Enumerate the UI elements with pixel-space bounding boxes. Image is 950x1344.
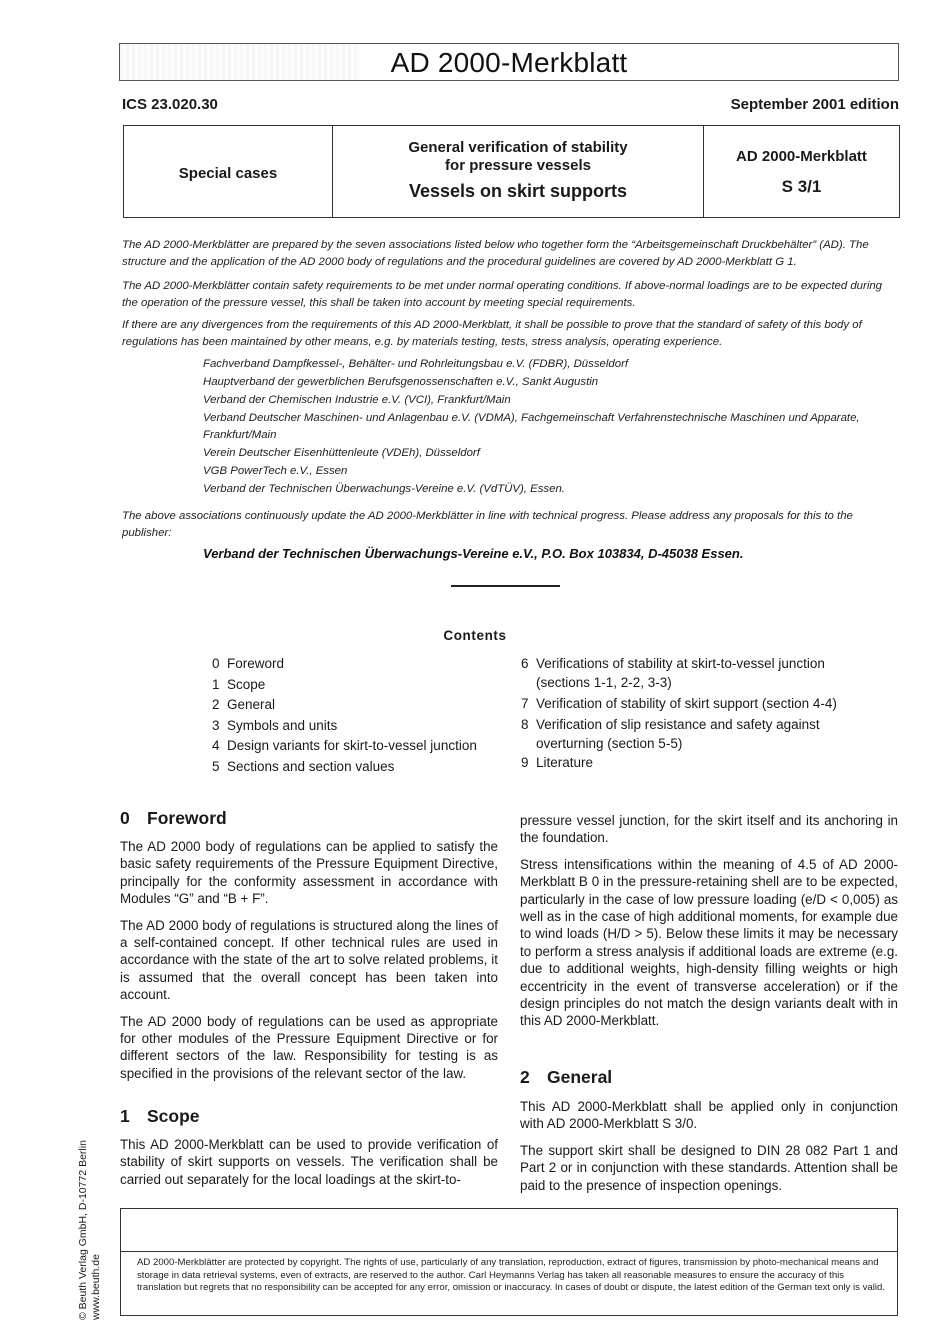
- association-item: Verband der Technischen Überwachungs-Vereine e.V. (VdTÜV), Essen.: [203, 482, 565, 495]
- subject-title: Vessels on skirt supports: [408, 181, 628, 201]
- toc-item[interactable]: [212, 654, 512, 675]
- scope-paragraph: Stress intensifications within the meaning of 4.5 of AD 2000-Merkblatt B 0 in the pressure-retaining shell are to be expected, particularly in the case of low pressure loading (e/D < 0,005) as well as in the case of high additional moments, for example due to wind loads (H/D > 5). Below these limits it may be necessary to perform a stress analysis if additional loads are extreme (e.g. due to additional weights, high-density filling weights or high eccentricity in the event of transverse acceleration) or if the design principles do not match the design variants dealt with in this AD 2000-Merkblatt.: [520, 856, 898, 1029]
- doc-series: AD 2000-Merkblatt: [736, 148, 867, 165]
- subject-line-2: for pressure vessels: [445, 157, 591, 174]
- scope-paragraph: pressure vessel junction, for the skirt itself and its anchoring in the foundation.: [520, 813, 898, 846]
- section-title: General: [547, 1067, 613, 1087]
- toc-item[interactable]: [521, 715, 881, 753]
- publisher-credit: © Beuth Verlag GmbH, D-10772 Berlin: [77, 1140, 89, 1320]
- doc-number: S 3/1: [781, 177, 822, 196]
- ics-code: ICS 23.020.30: [122, 96, 218, 113]
- association-item: VGB PowerTech e.V., Essen: [203, 464, 348, 477]
- section-number: 1: [120, 1106, 130, 1126]
- intro-paragraph-2: The AD 2000-Merkblätter contain safety requirements to be met under normal operating conditions. If above-normal loadings are to be expected during the operation of the pressure vessel, this shall be taken into account by meeting special requirements.: [122, 280, 883, 309]
- toc-label: Design variants for skirt-to-vessel junction: [227, 738, 477, 753]
- doc-id-cell: [704, 126, 899, 217]
- toc-item[interactable]: [212, 716, 512, 737]
- toc-number: 7: [521, 696, 529, 711]
- toc-item[interactable]: [521, 654, 881, 692]
- foreword-paragraph: The AD 2000 body of regulations can be used as appropriate for other modules of the Pressure Equipment Directive or for different sectors of the law. Responsibility for testing is as specified in the provisions of the relevant sector of the law.: [120, 1013, 498, 1081]
- subject-cell: [333, 126, 704, 217]
- contents-list-left: [212, 654, 512, 777]
- toc-number: 2: [212, 697, 220, 712]
- edition-date: September 2001 edition: [730, 96, 899, 113]
- toc-item[interactable]: [212, 736, 512, 757]
- section-title: Foreword: [147, 808, 227, 828]
- intro-paragraph-3: If there are any divergences from the requirements of this AD 2000-Merkblatt, it shall be possible to prove that the standard of safety of this body of regulations has been maintained by other means, e.g. by materials testing, tests, stress analysis, operating experience.: [122, 319, 862, 348]
- toc-number: 3: [212, 717, 220, 733]
- general-body: [520, 1098, 898, 1203]
- publisher-website[interactable]: www.beuth.de: [90, 1254, 102, 1320]
- contents-list-right: [521, 654, 881, 773]
- toc-number: 6: [521, 656, 529, 671]
- association-item: Verband der Chemischen Industrie e.V. (VCI), Frankfurt/Main: [203, 394, 511, 406]
- contents-heading: Contents: [443, 628, 507, 643]
- toc-number: 4: [212, 738, 220, 753]
- title-banner: [119, 43, 899, 81]
- association-item: Verein Deutscher Eisenhüttenleute (VDEh), Düsseldorf: [203, 446, 480, 459]
- toc-item[interactable]: [521, 753, 881, 774]
- category-label: Special cases: [178, 164, 278, 182]
- scope-body: [120, 1136, 498, 1197]
- foreword-paragraph: The AD 2000 body of regulations can be applied to satisfy the basic safety requirements of the Pressure Equipment Directive, principally for the conformity assessment in accordance with Modules “G” and “B + F”.: [120, 839, 498, 907]
- info-table: [123, 125, 900, 218]
- side-credit: [77, 1070, 103, 1320]
- toc-label: Foreword: [227, 656, 285, 671]
- document-title: AD 2000-Merkblatt: [390, 47, 628, 78]
- toc-label: Scope: [227, 676, 266, 692]
- association-item: Hauptverband der gewerblichen Berufsgenossenschaften e.V., Sankt Augustin: [203, 376, 599, 388]
- toc-number: 5: [212, 758, 220, 774]
- toc-item[interactable]: [212, 675, 512, 696]
- foreword-paragraph: The AD 2000 body of regulations is structured along the lines of a self-contained concept. If other technical rules are used in accordance with the state of the art to solve related problems, it is assumed that the overall concept has been taken into account.: [120, 917, 498, 1003]
- general-heading: [520, 1067, 612, 1088]
- toc-number: 1: [212, 676, 220, 692]
- section-title: Scope: [147, 1106, 200, 1126]
- toc-label: Symbols and units: [227, 717, 338, 733]
- scope-paragraph: This AD 2000-Merkblatt can be used to provide verification of stability of skirt supports on vessels. The verification shall be carried out separately for the local loadings at the skirt-to-: [120, 1137, 498, 1187]
- footer-divider: [120, 1251, 898, 1252]
- foreword-heading: [120, 808, 227, 829]
- association-item: Verband Deutscher Maschinen- und Anlagenbau e.V. (VDMA), Fachgemeinschaft Verfahrenstechnische Maschinen und Apparate, Frankfurt/Main: [203, 412, 860, 441]
- intro-paragraph-4: The above associations continuously update the AD 2000-Merkblätter in line with technical progress. Please address any proposals for this to the publisher:: [122, 510, 853, 539]
- toc-label: General: [227, 697, 276, 712]
- general-paragraph: This AD 2000-Merkblatt shall be applied only in conjunction with AD 2000-Merkblatt S 3/0.: [520, 1099, 898, 1132]
- toc-label: Sections and section values: [227, 758, 395, 774]
- toc-label: Verification of stability of skirt support (section 4-4): [536, 696, 837, 711]
- toc-number: 0: [212, 656, 220, 671]
- toc-label: Verifications of stability at skirt-to-vessel junction (sections 1-1, 2-2, 3-3): [536, 656, 825, 690]
- scope-body-continued: [520, 812, 898, 1039]
- association-list: [203, 356, 893, 497]
- section-number: 2: [520, 1067, 530, 1087]
- toc-item[interactable]: [212, 757, 512, 778]
- toc-item[interactable]: [212, 695, 512, 716]
- toc-label: Verification of slip resistance and safety against overturning (section 5-5): [536, 716, 820, 751]
- intro-paragraph-1: The AD 2000-Merkblätter are prepared by the seven associations listed below who together form the “Arbeitsgemeinschaft Druckbehälter” (AD). The structure and the application of the AD 2000 body of regulations and the procedural guidelines are covered by AD 2000-Merkblatt G 1.: [122, 239, 869, 268]
- section-number: 0: [120, 808, 130, 828]
- copyright-notice: AD 2000-Merkblätter are protected by copyright. The rights of use, particularly of any translation, reproduction, extract of figures, transmission by photo-mechanical means and storage in data retrieval systems, even of extracts, are reserved to the author. Carl Heymanns Verlag has taken all reasonable measures to ensure the accuracy of this translation but regrets that no responsibility can be accepted for any error, omission or inaccuracy. In cases of doubt or dispute, the latest edition of the German text only is valid.: [137, 1257, 885, 1294]
- foreword-body: [120, 838, 498, 1091]
- scope-heading: [120, 1106, 200, 1127]
- section-divider: [451, 585, 560, 587]
- toc-label: Literature: [536, 754, 594, 770]
- association-item: Fachverband Dampfkessel-, Behälter- und Rohrleitungsbau e.V. (FDBR), Düsseldorf: [203, 358, 629, 370]
- subject-line-1: General verification of stability: [408, 139, 628, 156]
- toc-number: 9: [521, 754, 529, 770]
- general-paragraph: The support skirt shall be designed to DIN 28 082 Part 1 and Part 2 or in conjunction with these standards. Attention shall be paid to the presence of inspection openings.: [520, 1142, 898, 1193]
- category-cell: [124, 126, 333, 217]
- toc-item[interactable]: [521, 694, 881, 715]
- toc-number: 8: [521, 716, 529, 732]
- publisher-address: Verband der Technischen Überwachungs-Vereine e.V., P.O. Box 103834, D-45038 Essen.: [203, 546, 744, 561]
